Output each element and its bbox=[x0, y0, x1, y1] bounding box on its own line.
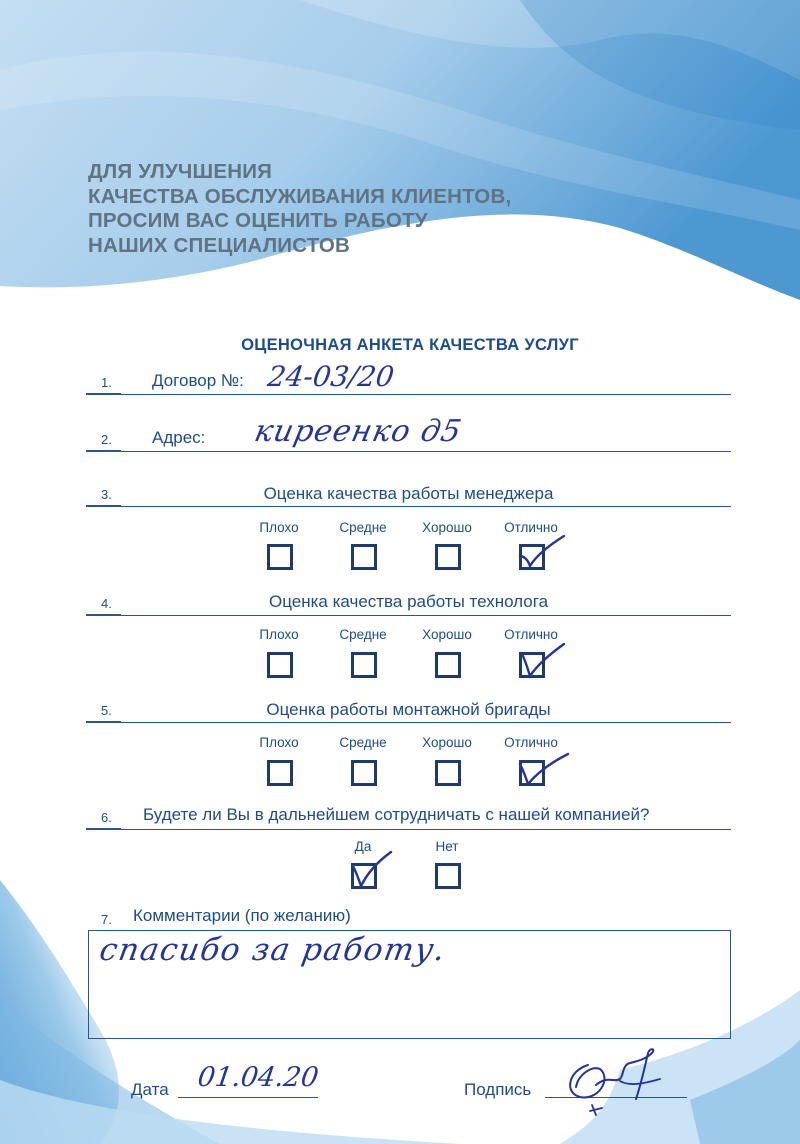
brigade-rating-label: Оценка работы монтажной бригады bbox=[266, 700, 551, 719]
technologist-checkbox-average[interactable] bbox=[351, 652, 377, 678]
signature-mark bbox=[550, 1035, 670, 1117]
brigade-checkbox-average[interactable] bbox=[351, 760, 377, 786]
manager-checkbox-average[interactable] bbox=[351, 544, 377, 570]
item-3-number: 3. bbox=[101, 487, 112, 502]
item-4-number: 4. bbox=[101, 596, 112, 611]
brigade-checkbox-good[interactable] bbox=[435, 760, 461, 786]
address-underline bbox=[121, 451, 731, 452]
brigade-checkbox-bad[interactable] bbox=[267, 760, 293, 786]
item-7-number: 7. bbox=[101, 912, 112, 927]
technologist-underline bbox=[121, 615, 731, 616]
manager-option-label-average: Средне bbox=[339, 520, 387, 535]
headline-line-1: ДЛЯ УЛУЧШЕНИЯ bbox=[88, 160, 273, 183]
item-3-number-underline bbox=[86, 505, 121, 507]
item-6-number: 6. bbox=[101, 810, 112, 825]
headline-line-2: КАЧЕСТВА ОБСЛУЖИВАНИЯ КЛИЕНТОВ, bbox=[88, 184, 512, 208]
address-label: Адрес: bbox=[152, 428, 206, 447]
manager-checkbox-bad[interactable] bbox=[267, 544, 293, 570]
brigade-underline bbox=[121, 722, 731, 723]
item-4-number-underline bbox=[86, 614, 121, 616]
form-title: ОЦЕНОЧНАЯ АНКЕТА КАЧЕСТВА УСЛУГ bbox=[241, 336, 579, 354]
item-1-number-underline bbox=[86, 393, 121, 395]
technologist-rating-label: Оценка качества работы технолога bbox=[268, 592, 549, 611]
manager-rating-label: Оценка качества работы менеджера bbox=[263, 484, 554, 503]
brigade-option-label-bad: Плохо bbox=[259, 735, 299, 750]
headline-line-4: НАШИХ СПЕЦИАЛИСТОВ bbox=[88, 233, 351, 257]
manager-underline bbox=[121, 506, 731, 507]
manager-option-label-good: Хорошо bbox=[422, 520, 472, 535]
date-value[interactable]: 01.04.20 bbox=[195, 1062, 321, 1093]
manager-option-label-bad: Плохо bbox=[259, 520, 299, 535]
comments-label: Комментарии (по желанию) bbox=[133, 906, 351, 925]
manager-option-label-excellent: Отлично bbox=[504, 520, 558, 535]
brigade-option-label-good: Хорошо bbox=[422, 735, 472, 750]
brigade-option-label-average: Средне bbox=[339, 735, 387, 750]
brigade-checkbox-excellent[interactable] bbox=[519, 760, 545, 786]
item-5-number: 5. bbox=[101, 703, 112, 718]
cooperate-checkbox-no[interactable] bbox=[435, 863, 461, 889]
cooperate-option-label-no: Нет bbox=[435, 839, 459, 854]
technologist-checkbox-bad[interactable] bbox=[267, 652, 293, 678]
technologist-option-label-bad: Плохо bbox=[259, 627, 299, 642]
contract-label: Договор №: bbox=[152, 371, 244, 390]
contract-number-value[interactable]: 24-03/20 bbox=[265, 360, 397, 393]
cooperate-checkbox-yes[interactable] bbox=[351, 863, 377, 889]
item-2-number-underline bbox=[86, 450, 121, 452]
technologist-option-label-good: Хорошо bbox=[422, 627, 472, 642]
address-value[interactable]: киреенко д5 bbox=[251, 414, 466, 449]
item-5-number-underline bbox=[86, 721, 121, 723]
contract-underline bbox=[121, 394, 731, 395]
technologist-checkbox-excellent[interactable] bbox=[519, 652, 545, 678]
technologist-checkbox-good[interactable] bbox=[435, 652, 461, 678]
headline-line-3: ПРОСИМ ВАС ОЦЕНИТЬ РАБОТУ bbox=[88, 209, 428, 232]
item-2-number: 2. bbox=[101, 432, 112, 447]
cooperate-question-label: Будете ли Вы в дальнейшем сотрудничать с нашей компанией? bbox=[143, 805, 650, 824]
item-1-number: 1. bbox=[101, 375, 112, 390]
cooperate-underline bbox=[121, 829, 731, 830]
cooperate-option-label-yes: Да bbox=[354, 839, 372, 854]
date-underline bbox=[178, 1097, 318, 1098]
brigade-option-label-excellent: Отлично bbox=[504, 735, 558, 750]
technologist-option-label-excellent: Отлично bbox=[504, 627, 558, 642]
signature-label: Подпись bbox=[464, 1080, 532, 1099]
technologist-option-label-average: Средне bbox=[339, 627, 387, 642]
manager-checkbox-good[interactable] bbox=[435, 544, 461, 570]
manager-checkbox-excellent[interactable] bbox=[519, 544, 545, 570]
date-label: Дата bbox=[131, 1080, 169, 1099]
headline bbox=[88, 160, 648, 258]
item-6-number-underline bbox=[86, 828, 121, 830]
comments-value[interactable]: спасибо за работу. bbox=[96, 932, 450, 968]
